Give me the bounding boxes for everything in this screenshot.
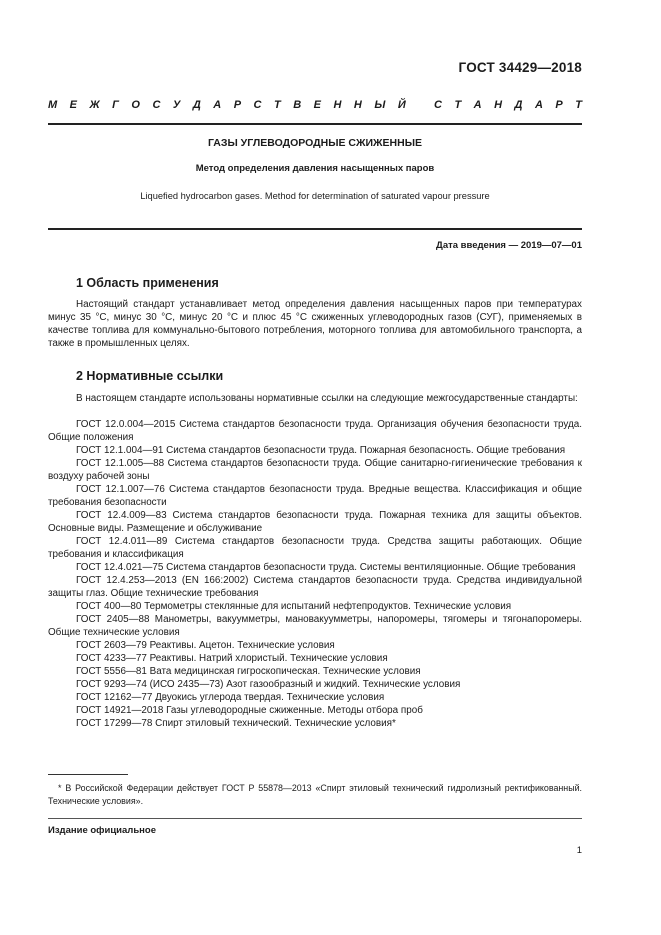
banner-letter: С — [152, 99, 161, 111]
banner-letter: С — [434, 99, 442, 111]
reference-item: ГОСТ 12.1.004—91 Система стандартов безопасности труда. Пожарная безопасность. Общие требования — [76, 445, 566, 456]
banner-word-interstate — [48, 99, 406, 115]
document-title: ГАЗЫ УГЛЕВОДОРОДНЫЕ СЖИЖЕННЫЕ — [208, 137, 422, 149]
footer-divider — [48, 818, 582, 819]
banner-letter: С — [253, 99, 262, 111]
banner-letter: Й — [397, 99, 406, 111]
reference-item: ГОСТ 9293—74 (ИСО 2435—73) Азот газообразный и жидкий. Технические условия — [76, 679, 461, 690]
reference-item: ГОСТ 12.0.004—2015 Система стандартов безопасности труда. Организация обучения безопасности труда. Общие положения — [48, 419, 582, 443]
banner-letter: А — [473, 99, 482, 111]
reference-item: ГОСТ 4233—77 Реактивы. Натрий хлористый. Технические условия — [76, 653, 388, 664]
english-title: Liquefied hydrocarbon gases. Method for determination of saturated vapour pressure — [140, 191, 490, 201]
reference-item: ГОСТ 12.1.007—76 Система стандартов безопасности труда. Вредные вещества. Классификация и общие требования безопасности — [48, 484, 582, 508]
reference-item: ГОСТ 17299—78 Спирт этиловый технический. Технические условия* — [76, 718, 396, 729]
banner-letter: Н — [333, 99, 342, 111]
banner-letter: Ж — [89, 99, 100, 111]
banner-letter: Г — [112, 99, 119, 111]
interstate-standard-banner — [48, 99, 582, 115]
reference-item: ГОСТ 5556—81 Вата медицинская гигроскопическая. Технические условия — [76, 666, 421, 677]
reference-item: ГОСТ 400—80 Термометры стеклянные для испытаний нефтепродуктов. Технические условия — [76, 601, 512, 612]
reference-item: ГОСТ 2405—88 Манометры, вакуумметры, мановакуумметры, напоромеры, тягомеры и тягонапоромеры. Общие технические условия — [48, 614, 582, 638]
reference-item: ГОСТ 12.4.011—89 Система стандартов безопасности труда. Средства защиты работающих. Общие требования и классификация — [48, 536, 582, 560]
banner-letter: Ы — [374, 99, 386, 111]
introduction-date: Дата введения — 2019—07—01 — [436, 240, 582, 251]
banner-letter: Т — [575, 99, 582, 111]
banner-letter: Д — [192, 99, 201, 111]
banner-letter: Д — [514, 99, 523, 111]
banner-letter: Р — [233, 99, 242, 111]
section-2-heading: 2 Нормативные ссылки — [76, 369, 224, 383]
banner-letter: У — [172, 99, 181, 111]
banner-letter: Е — [313, 99, 321, 111]
reference-item: ГОСТ 2603—79 Реактивы. Ацетон. Технические условия — [76, 640, 335, 651]
reference-item: ГОСТ 12.4.009—83 Система стандартов безопасности труда. Пожарная техника для защиты объектов. Основные виды. Размещение и обслуживание — [48, 510, 582, 534]
banner-letter: Н — [494, 99, 503, 111]
document-number: ГОСТ 34429—2018 — [458, 60, 582, 75]
section-2-intro: В настоящем стандарте использованы нормативные ссылки на следующие межгосударственные стандарты: — [76, 393, 578, 404]
references-list — [48, 418, 582, 730]
banner-letter: В — [293, 99, 302, 111]
reference-item: ГОСТ 12162—77 Двуокись углерода твердая. Технические условия — [76, 692, 385, 703]
section-1-text: Настоящий стандарт устанавливает метод определения давления насыщенных паров при температурах минус 35 °С, минус 30 °С, минус 20 °С и плюс 45 °С сжиженных углеводородных газов (СУГ), применяемых в качестве топлива для коммунально-бытового потребления, моторного топлива для автомобильного транспорта, а также в промышленных целях. — [48, 299, 582, 349]
banner-letter: М — [48, 99, 58, 111]
reference-item: ГОСТ 14921—2018 Газы углеводородные сжиженные. Методы отбора проб — [76, 705, 423, 716]
header-divider — [48, 123, 582, 125]
section-1-heading: 1 Область применения — [76, 276, 219, 290]
banner-letter: Е — [69, 99, 77, 111]
banner-word-standard — [434, 99, 582, 115]
reference-item: ГОСТ 12.1.005—88 Система стандартов безопасности труда. Общие санитарно-гигиенические требования к воздуху рабочей зоны — [48, 458, 582, 482]
banner-letter: Н — [353, 99, 362, 111]
banner-letter: Р — [555, 99, 563, 111]
document-subtitle: Метод определения давления насыщенных паров — [195, 163, 435, 174]
edition-label: Издание официальное — [48, 825, 156, 836]
banner-letter: А — [213, 99, 222, 111]
banner-letter: О — [131, 99, 140, 111]
reference-item: ГОСТ 12.4.253—2013 (EN 166:2002) Система стандартов безопасности труда. Средства индивидуальной защиты глаз. Общие технические требования — [48, 575, 582, 599]
title-divider — [48, 228, 582, 230]
banner-letter: А — [534, 99, 543, 111]
reference-item: ГОСТ 12.4.021—75 Система стандартов безопасности труда. Системы вентиляционные. Общие требования — [76, 562, 576, 573]
banner-letter: Т — [273, 99, 281, 111]
page-number: 1 — [576, 845, 582, 856]
footnote: * В Российской Федерации действует ГОСТ Р 55878—2013 «Спирт этиловый технический гидролизный ректификованный. Технические условия». — [48, 783, 582, 806]
banner-letter: Т — [454, 99, 462, 111]
footnote-divider — [48, 774, 128, 775]
